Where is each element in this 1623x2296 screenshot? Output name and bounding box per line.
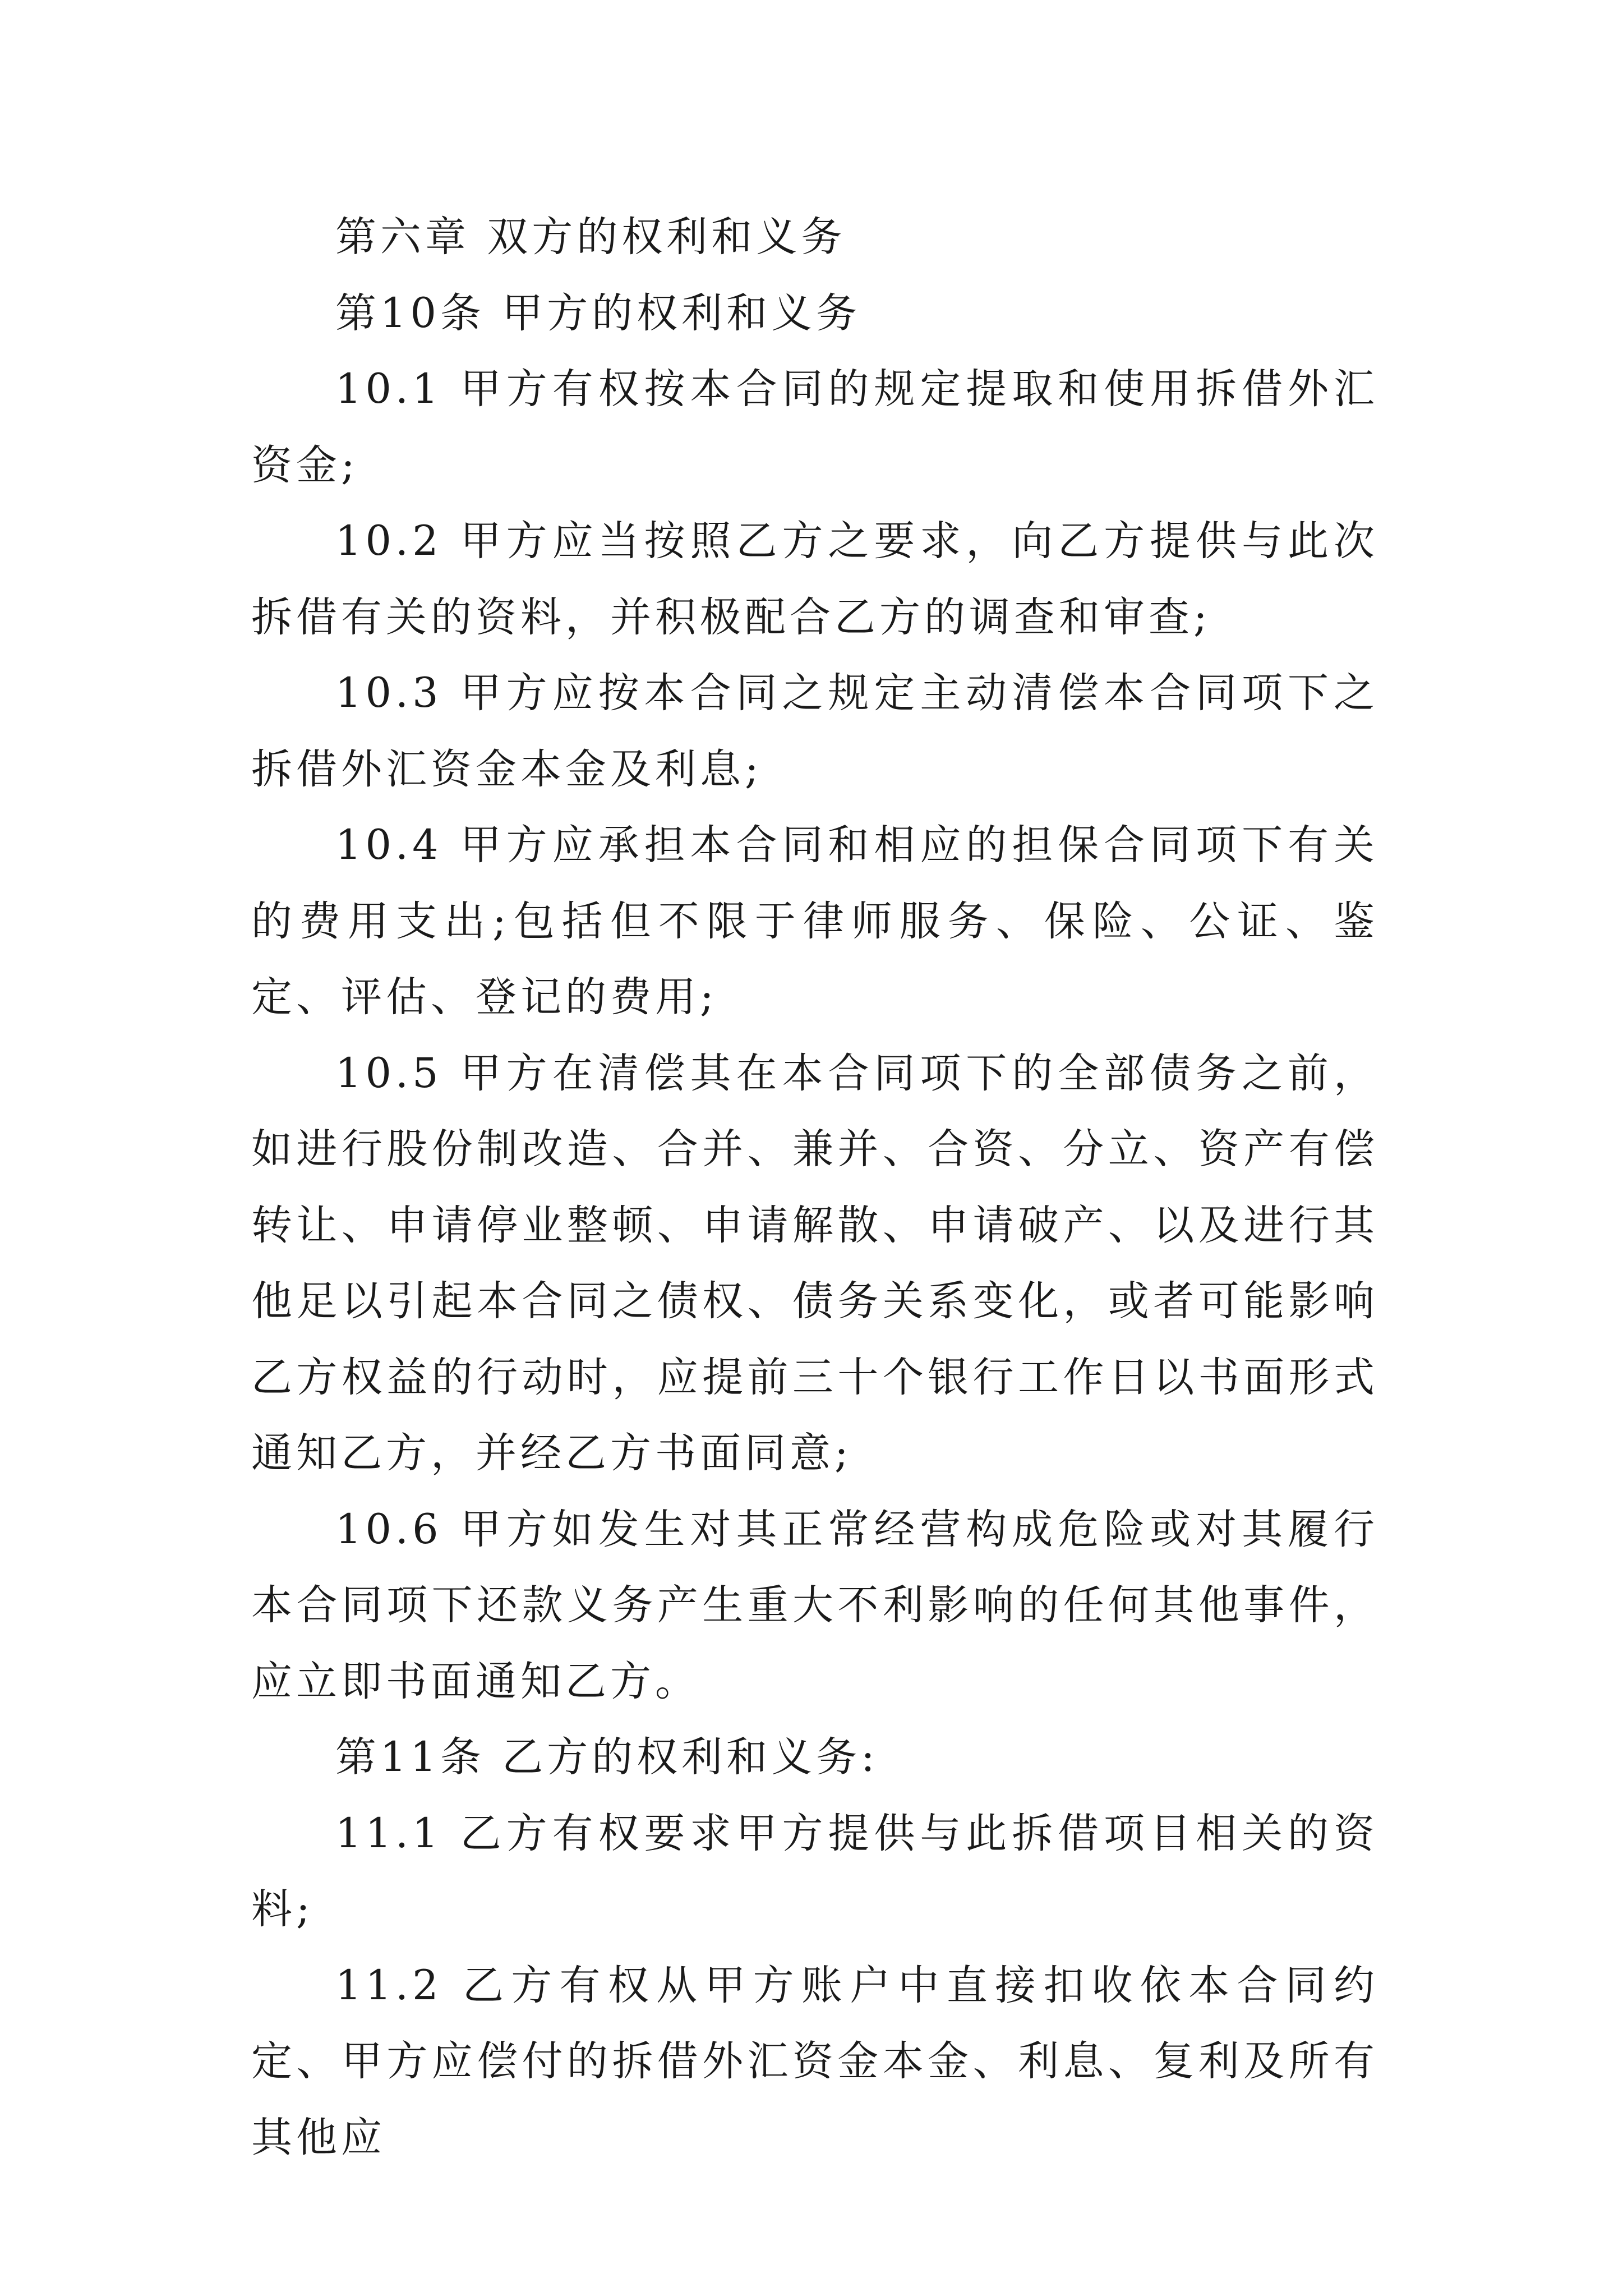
document-body: [251, 199, 1378, 2175]
clause-10-6: 10.6 甲方如发生对其正常经营构成危险或对其履行本合同项下还款义务产生重大不利影响的任何其他事件，应立即书面通知乙方。: [251, 1505, 1378, 1705]
clause-10-1: 10.1 甲方有权按本合同的规定提取和使用拆借外汇资金;: [251, 365, 1378, 489]
clause-11-2: 11.2 乙方有权从甲方账户中直接扣收依本合同约定、甲方应偿付的拆借外汇资金本金、利息、复利及所有其他应: [251, 1961, 1378, 2161]
clause-11-1: 11.1 乙方有权要求甲方提供与此拆借项目相关的资料;: [251, 1809, 1378, 1933]
clause-10-3: 10.3 甲方应按本合同之规定主动清偿本合同项下之拆借外汇资金本金及利息;: [251, 669, 1378, 793]
clause-10-2: 10.2 甲方应当按照乙方之要求，向乙方提供与此次拆借有关的资料，并积极配合乙方的调查和审查;: [251, 517, 1378, 641]
clause-10-5: 10.5 甲方在清偿其在本合同项下的全部债务之前，如进行股份制改造、合并、兼并、合资、分立、资产有偿转让、申请停业整顿、申请解散、申请破产、以及进行其他足以引起本合同之债权、债务关系变化，或者可能影响乙方权益的行动时，应提前三十个银行工作日以书面形式通知乙方，并经乙方书面同意;: [251, 1049, 1378, 1477]
chapter-heading: 第六章 双方的权利和义务: [335, 213, 846, 261]
clause-10-4: 10.4 甲方应承担本合同和相应的担保合同项下有关的费用支出;包括但不限于律师服务、保险、公证、鉴定、评估、登记的费用;: [251, 821, 1378, 1021]
article-11-heading: 第11条 乙方的权利和义务:: [335, 1733, 879, 1781]
article-10-heading: 第10条 甲方的权利和义务: [335, 289, 861, 337]
